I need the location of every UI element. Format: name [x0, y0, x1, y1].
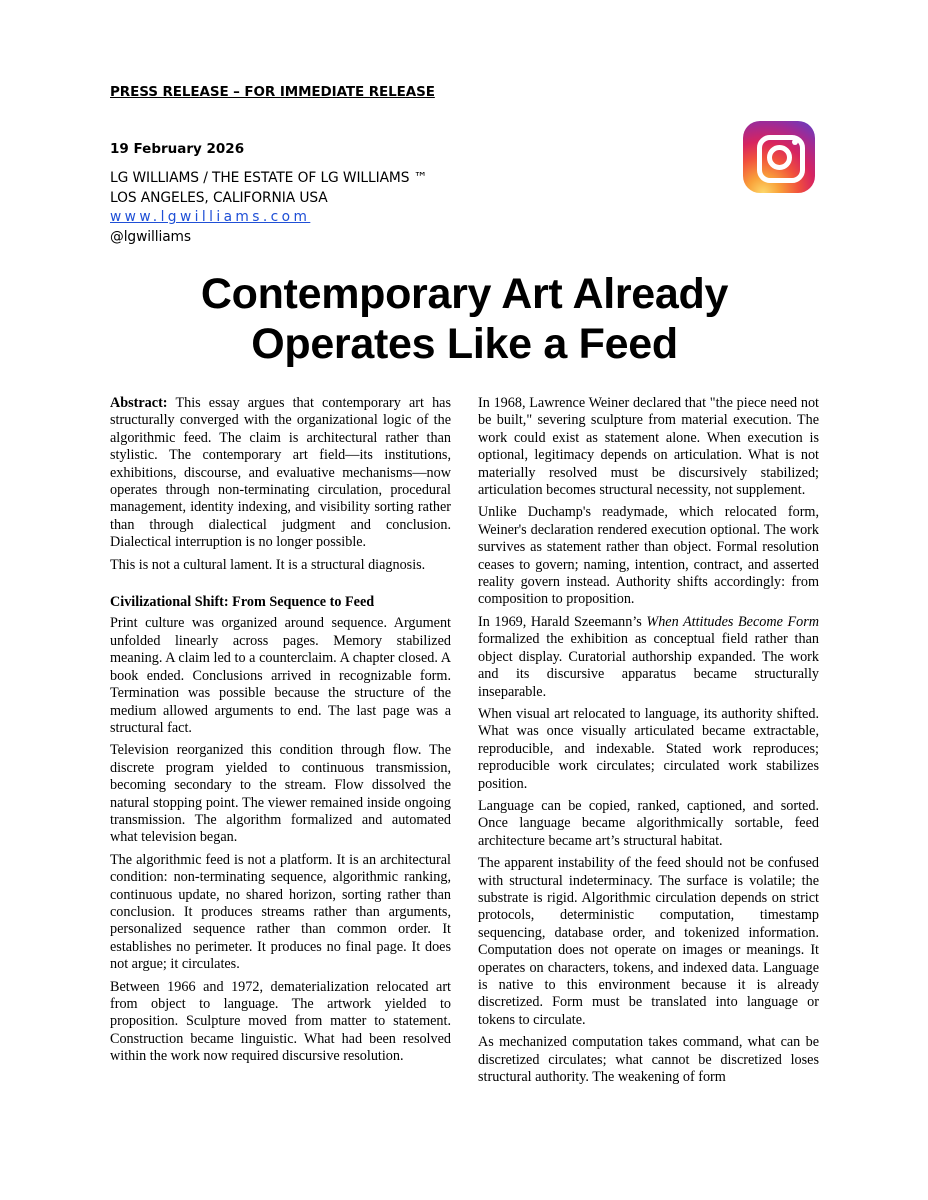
camera-flash-dot — [792, 139, 798, 145]
social-handle: @lgwilliams — [110, 228, 191, 245]
location: LOS ANGELES, CALIFORNIA USA — [110, 189, 328, 206]
page-title: Contemporary Art Already Operates Like a Feed — [200, 270, 729, 368]
szeemann-text-start: In 1969, Harald Szeemann’s — [478, 613, 647, 630]
szeemann-text-end: formalized the exhibition as conceptual field rather than object display. Curatorial authorship expanded. The work and its discursive apparatus became structurally inseparable. — [478, 631, 819, 700]
contact-block — [110, 169, 427, 247]
paragraph-szeemann — [478, 614, 819, 701]
paragraph-weiner: In 1968, Lawrence Weiner declared that "the piece need not be built," severing sculpture from material execution. The work could exist as statement alone. When execution is optional, legitimacy depends on articulation. What is not materially resolved must be discursively stabilized; articulation becomes structural necessity, not supplement. — [478, 395, 819, 499]
instagram-icon[interactable] — [743, 121, 815, 193]
paragraph-duchamp: Unlike Duchamp's readymade, which relocated form, Weiner's declaration rendered execution optional. The work survives as statement rather than object. Formal resolution ceases to govern; naming, intention, contract, and asserted reality govern instead. Authority shifts accordingly: from composition to proposition. — [478, 504, 819, 608]
paragraph-television: Television reorganized this condition through flow. The discrete program yielded to continuous transmission, becoming secondary to the stream. Flow dissolved the natural stopping point. The viewer remained inside ongoing transmission. The algorithm formalized and automated what television began. — [110, 742, 451, 846]
release-date: 19 February 2026 — [110, 141, 245, 157]
section-heading: Civilizational Shift: From Sequence to Feed — [110, 594, 375, 611]
paragraph-computation: As mechanized computation takes command, what can be discretized circulates; what cannot be discretized loses structural authority. The weakening of form — [478, 1034, 819, 1086]
paragraph-language-sortable: Language can be copied, ranked, captioned, and sorted. Once language became algorithmically sortable, feed architecture became art’s structural habitat. — [478, 797, 819, 849]
right-column — [478, 395, 819, 1091]
press-release-kicker: PRESS RELEASE – FOR IMMEDIATE RELEASE — [110, 84, 435, 100]
abstract-text: This essay argues that contemporary art has structurally converged with the organizational logic of the algorithmic feed. The claim is architectural rather than stylistic. The contemporary art field—its institutions, exhibitions, discourse, and evaluative mechanisms—now operates through non-terminating circulation, procedural management, identity indexing, and visibility sorting rather than through dialectical judgment and conclusion. Dialectical interruption is no longer possible. — [110, 395, 451, 551]
paragraph-print-culture: Print culture was organized around sequence. Argument unfolded linearly across pages. Memory stabilized meaning. A claim led to a counterclaim. A chapter closed. A book ended. Conclusions arrived in recognizable form. Termination was possible because the structure of the medium allowed arguments to end. The last page was a structural fact. — [110, 615, 451, 736]
abstract-label: Abstract: — [110, 395, 168, 411]
abstract-paragraph — [110, 395, 451, 552]
left-column — [110, 395, 451, 1071]
paragraph-feed-substrate: The apparent instability of the feed should not be confused with structural indeterminacy. The surface is volatile; the substrate is rigid. Algorithmic circulation depends on strict protocols, deterministic computation, timestamp sequencing, database order, and tokenized information. Computation does not operate on images or meanings. It operates on characters, tokens, and indexed data. Language is native to this environment because it is already discretized. Form must be translated into language or tokens to circulate. — [478, 855, 819, 1028]
exhibition-title: When Attitudes Become Form — [646, 613, 819, 630]
diagnosis-paragraph: This is not a cultural lament. It is a structural diagnosis. — [110, 556, 426, 573]
camera-lens — [767, 145, 792, 170]
organization-name: LG WILLIAMS / THE ESTATE OF LG WILLIAMS ™ — [110, 170, 428, 186]
website-link[interactable]: www.lgwilliams.com — [110, 209, 311, 226]
paragraph-algorithmic-feed: The algorithmic feed is not a platform. It is an architectural condition: non-terminating sequence, algorithmic ranking, continuous update, no shared horizon, sorting rather than conclusion. It produces streams rather than arguments, personalized sequence rather than common order. It establishes no perimeter. It produces no final page. It does not argue; it circulates. — [110, 851, 451, 973]
paragraph-dematerialization: Between 1966 and 1972, dematerialization relocated art from object to language. The artwork yielded to proposition. Sculpture moved from matter to statement. Construction became linguistic. What had been resolved within the work now required discursive resolution. — [110, 978, 451, 1065]
paragraph-language-shift: When visual art relocated to language, its authority shifted. What was once visually articulated became extractable, reproducible, and indexable. Stated work reproduces; reproducible work circulates; circulated work stabilizes position. — [478, 705, 819, 792]
